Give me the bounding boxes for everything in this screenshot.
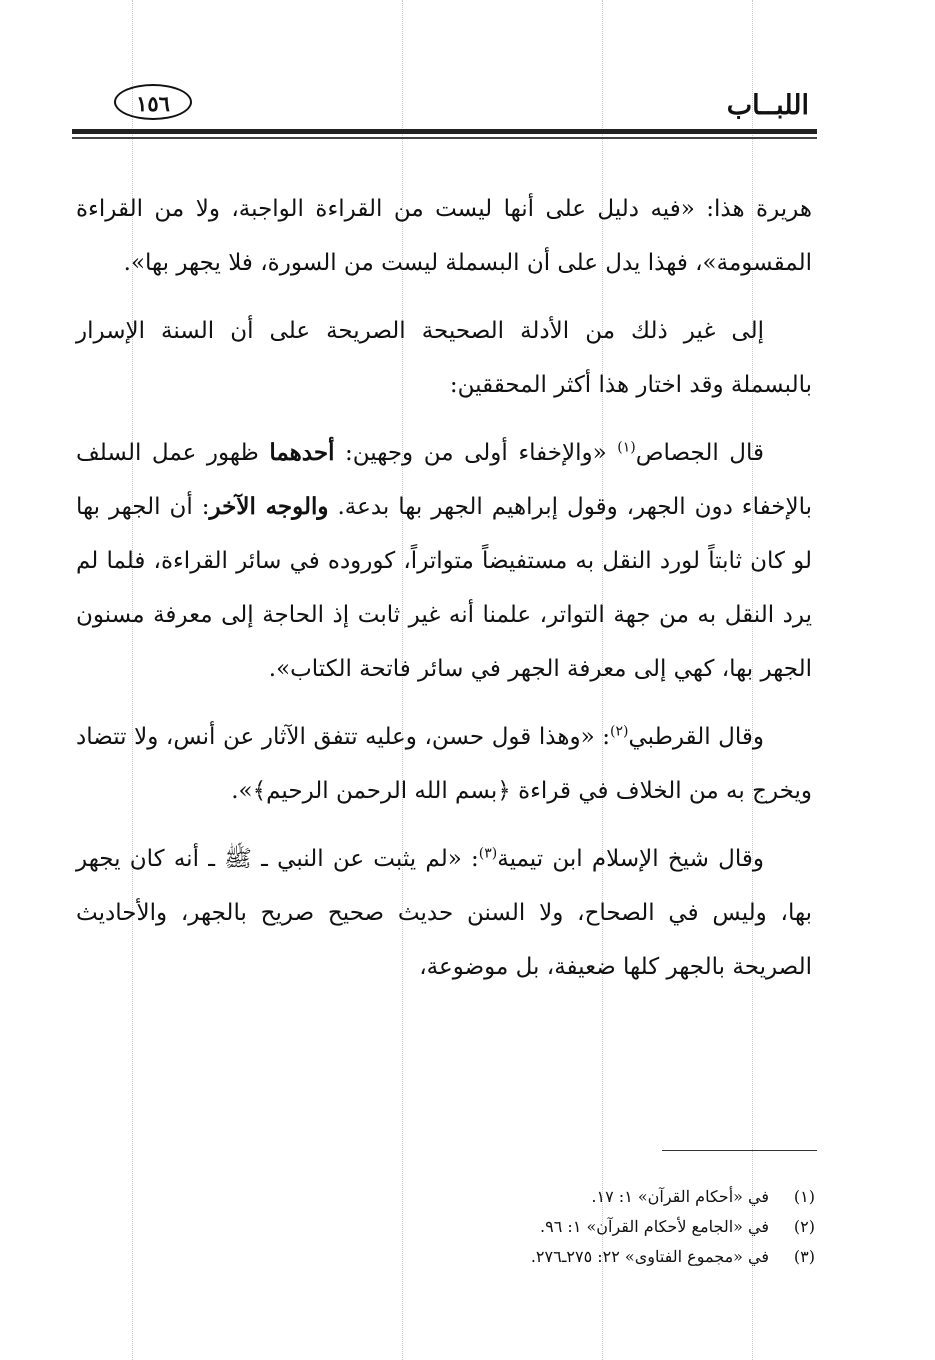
footnote-number: (٢) [793, 1217, 815, 1236]
footnote-text: في «مجموع الفتاوى» ٢٢: ٢٧٥ـ٢٧٦. [530, 1247, 769, 1266]
text-run: : «لم يثبت عن النبي ـ ﷺ ـ أنه كان يجهر بها، وليس في الصحاح، ولا السنن حديث صحيح صريح بالجهر، والأحاديث الصريحة بالجهر كلها ضعيفة، بل موضوعة، [76, 846, 812, 980]
footnote-text: في «أحكام القرآن» ١: ١٧. [591, 1187, 769, 1206]
footnote-ref: (٢) [609, 723, 629, 740]
footnotes [320, 1182, 815, 1272]
paragraph [76, 426, 812, 696]
footnote-number: (١) [793, 1187, 815, 1206]
text-run: هريرة هذا: «فيه دليل على أنها ليست من القراءة الواجبة، ولا من القراءة المقسومة»، فهذا يدل على أن البسملة ليست من السورة، فلا يجهر بها». [76, 196, 812, 276]
header-rule-thin [72, 137, 817, 139]
footnote-ref: (٣) [478, 845, 498, 862]
footnote-ref: (١) [617, 439, 636, 456]
paragraph [76, 710, 812, 818]
page-header [72, 84, 817, 132]
text-run: وقال القرطبي [628, 724, 764, 750]
paragraph [76, 304, 812, 412]
text-run: إلى غير ذلك من الأدلة الصحيحة الصريحة على أن السنة الإسرار بالبسملة وقد اختار هذا أكثر المحققين: [76, 318, 812, 398]
footnote-number: (٣) [793, 1247, 815, 1266]
footnote-text: في «الجامع لأحكام القرآن» ١: ٩٦. [540, 1217, 769, 1236]
footnote [320, 1182, 815, 1212]
text-run: وقال شيخ الإسلام ابن تيمية [497, 846, 764, 872]
footnote [320, 1242, 815, 1272]
running-title: اللبــاب [726, 90, 809, 121]
main-text [76, 182, 812, 1008]
paragraph [76, 182, 812, 290]
header-rule [72, 129, 817, 134]
text-run: ظهور عمل السلف بالإخفاء دون الجهر، وقول إبراهيم الجهر بها بدعة. [76, 440, 812, 520]
text-run: قال الجصاص [635, 440, 765, 466]
text-run: : «وهذا قول حسن، وعليه تتفق الآثار عن أنس، ولا تتضاد ويخرج به من الخلاف في قراءة ﴿بسم الله الرحمن الرحيم﴾». [76, 724, 812, 804]
text-run: : أن الجهر بها لو كان ثابتاً لورد النقل به مستفيضاً متواتراً، كوروده في سائر القراءة، فلما لم يرد النقل به من جهة التواتر، علمنا أنه غير ثابت إذ الحاجة إلى معرفة مسنون الجهر بها، كهي إلى معرفة الجهر في سائر فاتحة الكتاب». [76, 494, 812, 682]
footnote-separator [662, 1150, 817, 1151]
footnote [320, 1212, 815, 1242]
paragraph [76, 832, 812, 994]
text-run: «والإخفاء أولى من وجهين: [334, 440, 618, 466]
page-number: ١٥٦ [114, 84, 192, 120]
bold-term: أحدهما [269, 439, 335, 466]
bold-term: والوجه الآخر [209, 493, 329, 520]
